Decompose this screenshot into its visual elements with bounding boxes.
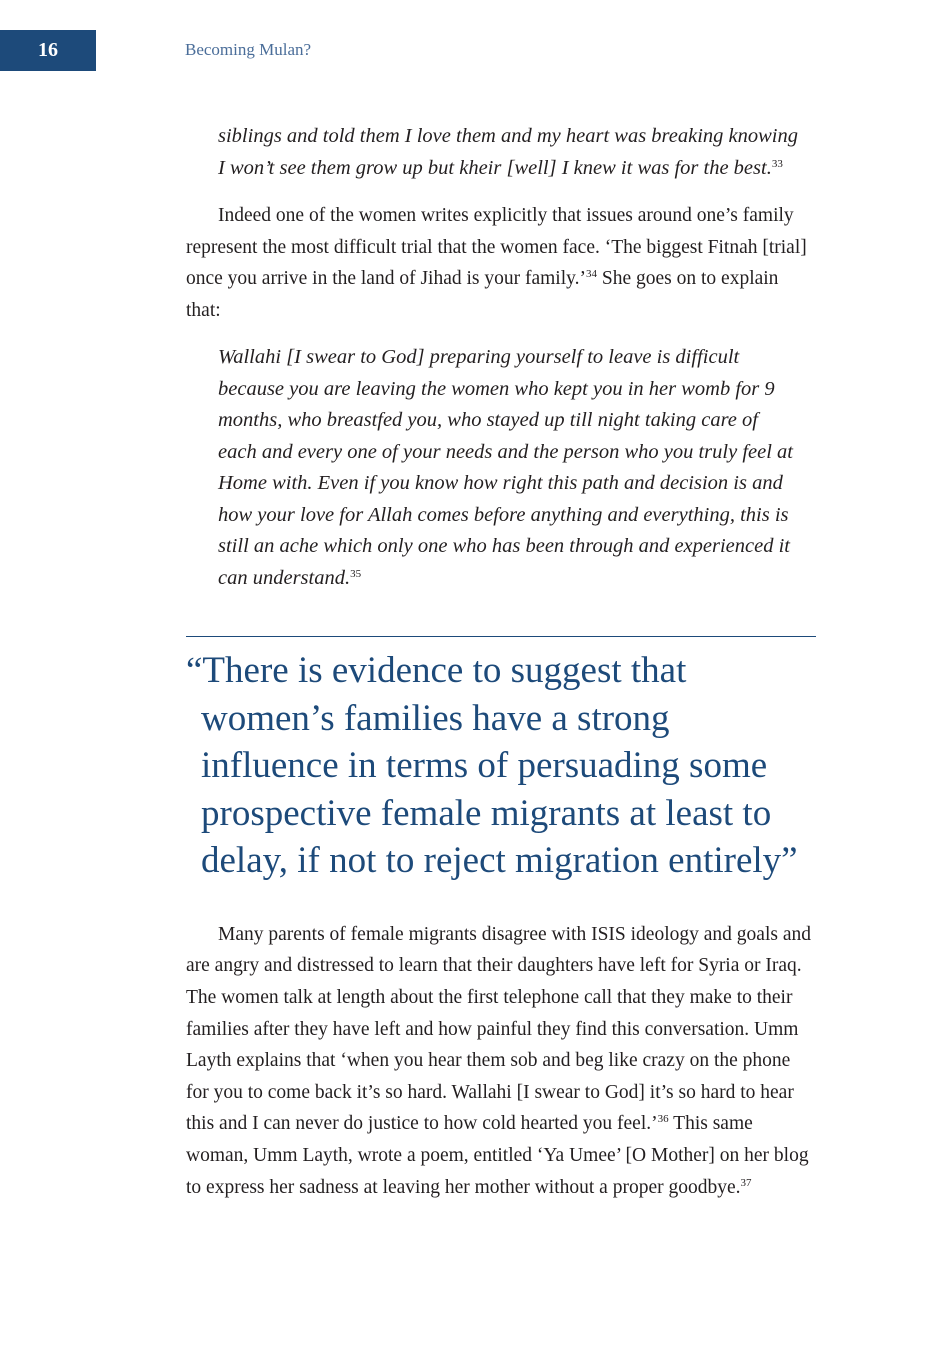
page-number: 16	[0, 30, 96, 71]
paragraph-text: Many parents of female migrants disagree with ISIS ideology and goals and are angry and distressed to learn that their daughters have left for Syria or Iraq. The women talk at length about the first telephone call that they make to their families after they have left and how painful they find this conversation. Umm Layth explains that ‘when you hear them sob and beg like crazy on the phone for you to come back it’s so hard. Wallahi [I swear to God] it’s so hard to hear this and I can never do justice to how cold hearted you feel.’	[186, 923, 811, 1135]
running-title: Becoming Mulan?	[185, 40, 312, 59]
paragraph-text: This same woman, Umm Layth, wrote a poem, entitled ‘Ya Umee’ [O Mother] on her blog to express her sadness at leaving her mother without a proper goodbye.	[186, 1113, 809, 1198]
block-quote-siblings	[218, 121, 798, 184]
page-content	[186, 121, 816, 1203]
paragraph-text: She goes on to explain that:	[186, 268, 779, 321]
pull-quote: “There is evidence to suggest that women’s families have a strong influence in terms of persuading some prospective female migrants at least to delay, if not to reject migration entirely”	[186, 650, 798, 882]
block-quote-wallahi	[218, 342, 798, 594]
body-paragraph-parents	[186, 919, 816, 1203]
footnote-ref-34: 34	[586, 268, 597, 281]
footnote-ref-37: 37	[740, 1176, 752, 1189]
pull-quote-rule	[186, 636, 816, 637]
paragraph-text: Indeed one of the women writes explicitly that issues around one’s family represent the most difficult trial that the women face. ‘The biggest Fitnah [trial] once you arrive in the land of Jihad is your family.’	[186, 205, 807, 290]
footnote-ref-35: 35	[350, 567, 362, 580]
quote-text: siblings and told them I love them and my heart was breaking knowing I won’t see them grow up but kheir [well] I knew it was for the best.	[218, 125, 799, 179]
footnote-ref-36: 36	[657, 1113, 669, 1126]
body-paragraph-family-trial	[186, 200, 816, 326]
quote-text: Wallahi [I swear to God] preparing yourself to leave is difficult because you are leaving the women who kept you in her womb for 9 months, who breastfed you, who stayed up till night taking care of each and every one of your needs and the person who you truly feel at Home with. Even if you know how right this path and decision is and how your love for Allah comes before anything and everything, this is still an ache which only one who has been through and experienced it can understand.	[218, 346, 793, 589]
footnote-ref-33: 33	[771, 157, 783, 170]
